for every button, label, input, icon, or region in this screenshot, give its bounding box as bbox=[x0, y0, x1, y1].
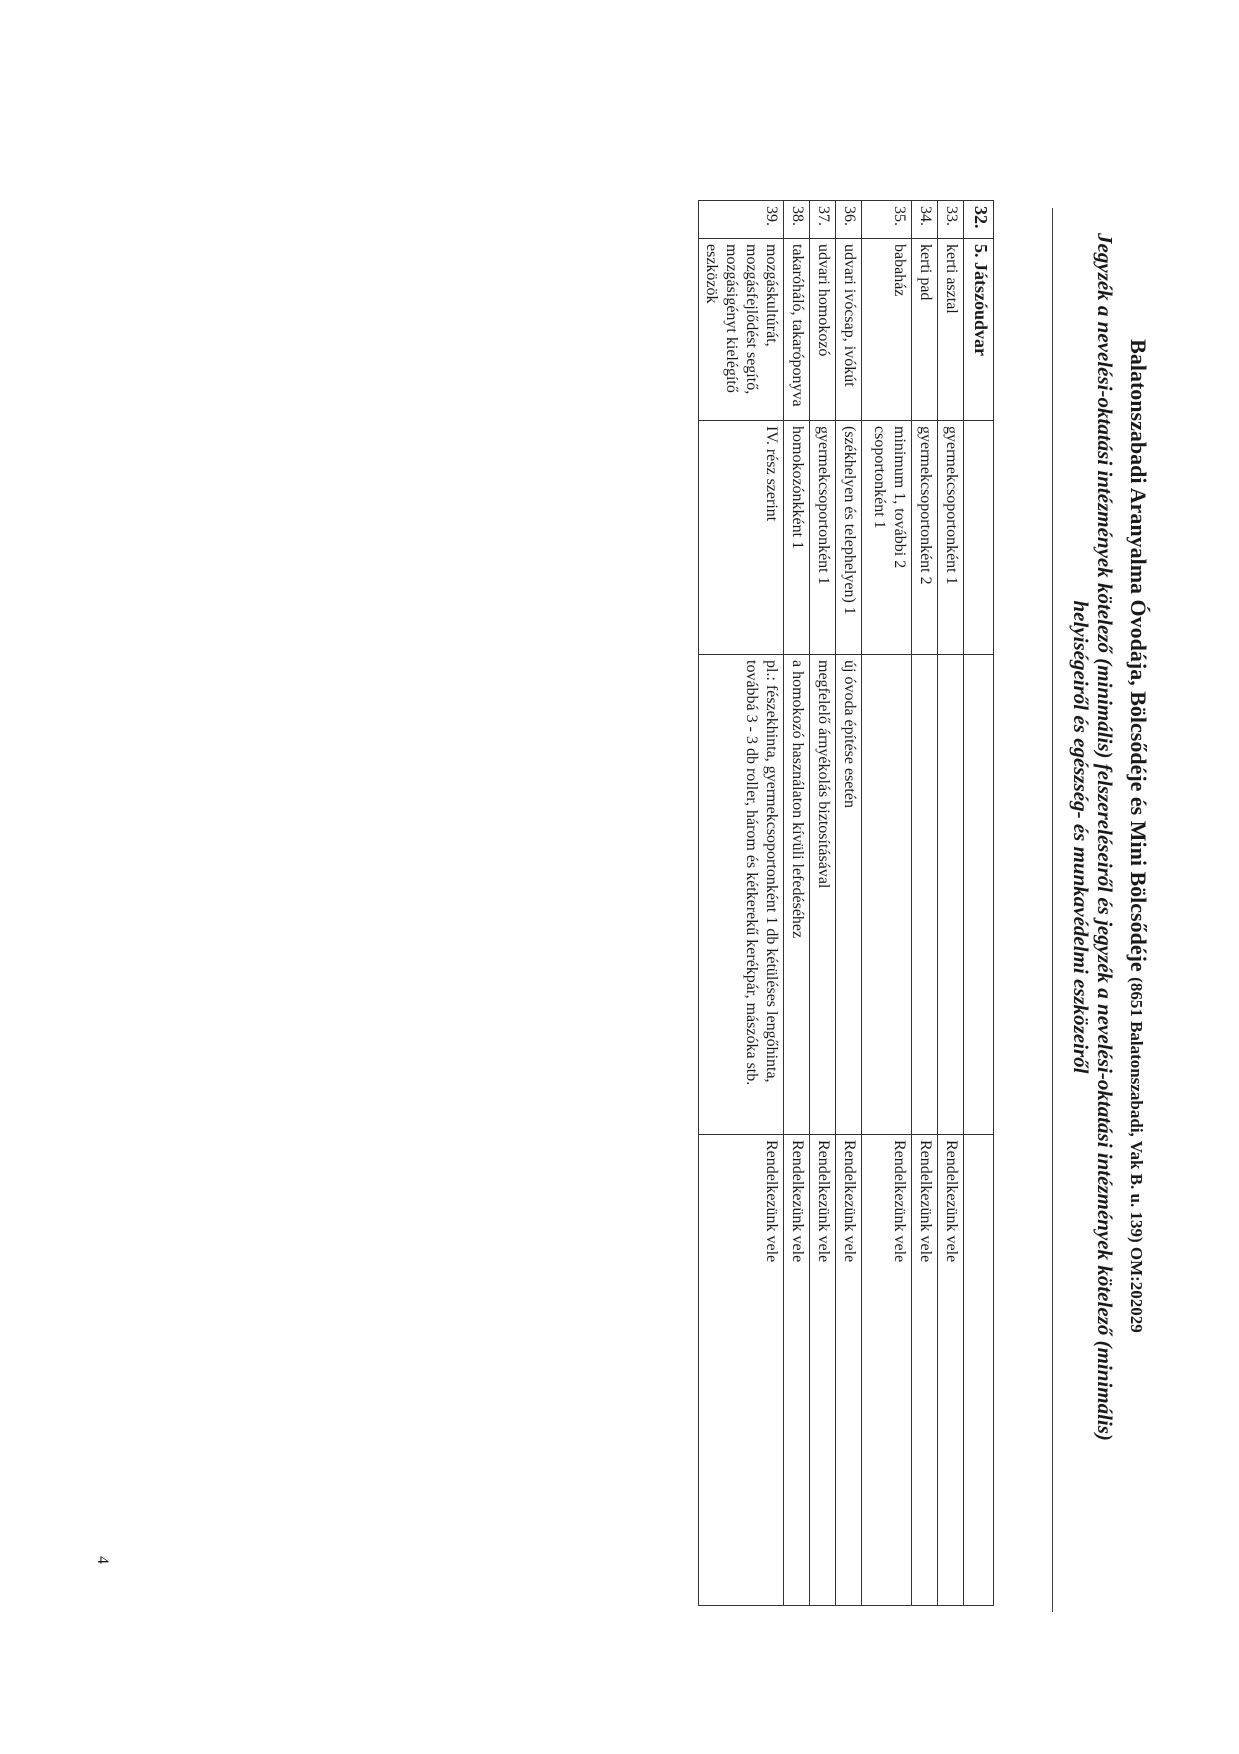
section-number: 32. bbox=[964, 201, 994, 239]
item-note: pl.: fészekhinta, gyermekcsoportonként 1 db kétüléses lengőhinta, továbbá 3 - 3 db roller, három és kétkerekű kerékpár, mászóka stb. bbox=[699, 655, 784, 1135]
item-name: udvari homokozó bbox=[810, 239, 836, 421]
item-status: Rendelkezünk vele bbox=[784, 1135, 810, 1606]
header-divider bbox=[1052, 208, 1053, 1612]
document-subtitle: Jegyzék a nevelési-oktatási intézmények kötelező (minimális) felszereléseiről és jegyzék a nevelési-oktatási intézmények kötelező (minimális) helyiségeiről és egészség- és munkavédelmi eszközeiről bbox=[1069, 233, 1117, 1441]
item-status: Rendelkezünk vele bbox=[836, 1135, 862, 1606]
item-status: Rendelkezünk vele bbox=[938, 1135, 964, 1606]
item-quantity: gyermekcsoportonként 1 bbox=[810, 421, 836, 655]
row-number: 35. bbox=[862, 201, 912, 239]
section-title: 5. Játszóudvar bbox=[964, 239, 994, 421]
item-name: kerti pad bbox=[912, 239, 938, 421]
row-number: 38. bbox=[784, 201, 810, 239]
institution-address: (8651 Balatonszabadi, Vak B. u. 139) OM:202029 bbox=[1127, 977, 1146, 1333]
row-number: 33. bbox=[938, 201, 964, 239]
item-note bbox=[938, 655, 964, 1135]
item-name: udvari ivócsap, ivókút bbox=[836, 239, 862, 421]
table-row bbox=[810, 201, 836, 1606]
item-status: Rendelkezünk vele bbox=[810, 1135, 836, 1606]
item-quantity: minimum 1, további 2 csoportonként 1 bbox=[862, 421, 912, 655]
document-title bbox=[1125, 236, 1151, 1436]
item-name: takaróháló, takaróponyva bbox=[784, 239, 810, 421]
item-status: Rendelkezünk vele bbox=[912, 1135, 938, 1606]
table-row bbox=[912, 201, 938, 1606]
section-row bbox=[964, 201, 994, 1606]
row-number: 37. bbox=[810, 201, 836, 239]
item-name: babaház bbox=[862, 239, 912, 421]
table-row bbox=[784, 201, 810, 1606]
item-quantity: homokozónkként 1 bbox=[784, 421, 810, 655]
item-status: Rendelkezünk vele bbox=[699, 1135, 784, 1606]
item-quantity: gyermekcsoportonként 1 bbox=[938, 421, 964, 655]
table-row bbox=[862, 201, 912, 1606]
page-number: 4 bbox=[94, 1556, 111, 1564]
row-number: 36. bbox=[836, 201, 862, 239]
row-number: 34. bbox=[912, 201, 938, 239]
item-name: kerti asztal bbox=[938, 239, 964, 421]
table-row bbox=[699, 201, 784, 1606]
item-note: új óvoda építése esetén bbox=[836, 655, 862, 1135]
item-note: megfelelő árnyékolás biztosításával bbox=[810, 655, 836, 1135]
institution-name: Balatonszabadi Aranyalma Óvodája, Bölcsődéje és Mini Bölcsődéje bbox=[1126, 339, 1151, 972]
row-number: 39. bbox=[699, 201, 784, 239]
item-quantity: IV. rész szerint bbox=[699, 421, 784, 655]
item-quantity: (székhelyen és telephelyen) 1 bbox=[836, 421, 862, 655]
item-note: a homokozó használaton kívüli lefedéséhez bbox=[784, 655, 810, 1135]
item-name: mozgáskultúrát, mozgásfejlődést segítő, mozgásigényt kielégítő eszközök bbox=[699, 239, 784, 421]
table-row bbox=[938, 201, 964, 1606]
item-quantity: gyermekcsoportonként 2 bbox=[912, 421, 938, 655]
item-note bbox=[862, 655, 912, 1135]
item-note bbox=[912, 655, 938, 1135]
item-status: Rendelkezünk vele bbox=[862, 1135, 912, 1606]
equipment-table bbox=[698, 200, 994, 1606]
table-row bbox=[836, 201, 862, 1606]
